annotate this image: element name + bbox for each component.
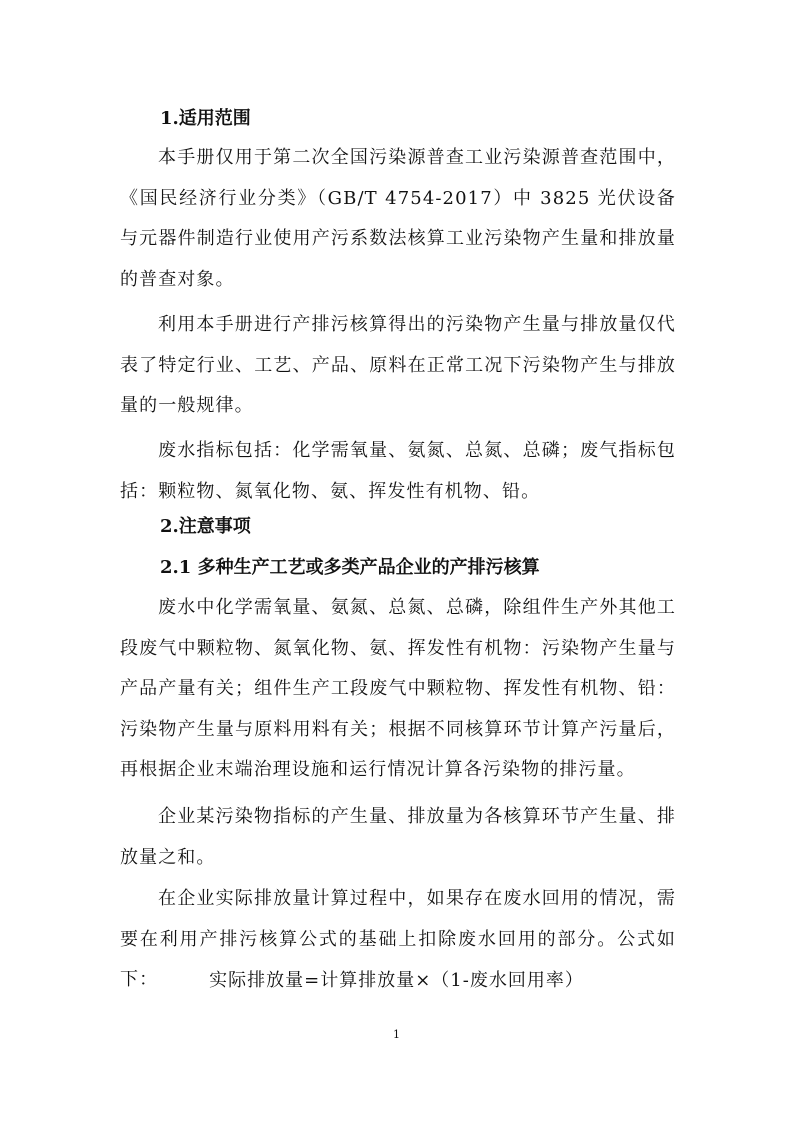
subsection-heading-multi-process: 2.1 多种生产工艺或多类产品企业的产排污核算	[160, 557, 540, 578]
paragraph-accounting-method: 废水中化学需氧量、氨氮、总氮、总磷，除组件生产外其他工段废气中颗粒物、氮氧化物、氨、挥发性有机物：污染物产生量与产品产量有关；组件生产工段废气中颗粒物、挥发性有机物、铅：污染物产生量与原料用料有关；根据不同核算环节计算产污量后，再根据企业末端治理设施和运行情况计算各污染物的排污量。	[120, 597, 676, 780]
section-heading-scope: 1.适用范围	[160, 108, 251, 129]
paragraph-pollutant-indicators: 废水指标包括：化学需氧量、氨氮、总氮、总磷；废气指标包括：颗粒物、氮氧化物、氨、挥发性有机物、铅。	[120, 440, 676, 502]
section-heading-notes: 2.注意事项	[160, 516, 251, 537]
paragraph-scope-meaning: 利用本手册进行产排污核算得出的污染物产生量与排放量仅代表了特定行业、工艺、产品、原料在正常工况下污染物产生与排放量的一般规律。	[120, 314, 676, 416]
paragraph-scope-applicability: 本手册仅用于第二次全国污染源普查工业污染源普查范围中，《国民经济行业分类》（GB/T 4754-2017）中 3825 光伏设备与元器件制造行业使用产污系数法核算工业污染物产生量和排放量的普查对象。	[120, 147, 676, 290]
paragraph-sum-rule: 企业某污染物指标的产生量、排放量为各核算环节产生量、排放量之和。	[120, 806, 676, 868]
formula-actual-emission: 实际排放量=计算排放量×（1-废水回用率）	[209, 970, 584, 991]
page-number: 1	[393, 1028, 400, 1041]
paragraph-water-reuse: 在企业实际排放量计算过程中，如果存在废水回用的情况，需要在利用产排污核算公式的基础上扣除废水回用的部分。公式如下：	[120, 888, 676, 990]
